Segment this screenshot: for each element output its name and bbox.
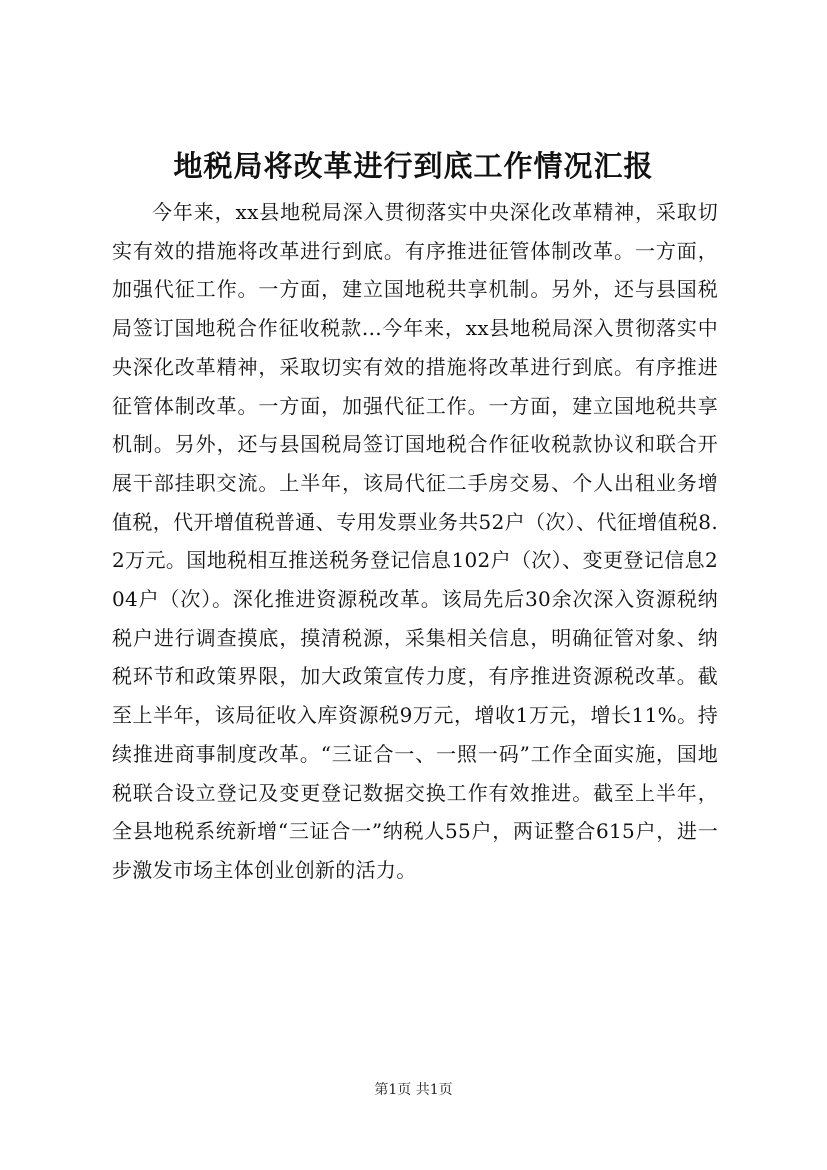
document-title: 地税局将改革进行到底工作情况汇报: [173, 149, 654, 183]
document-body-paragraph: 今年来，xx县地税局深入贯彻落实中央深化改革精神，采取切实有效的措施将改革进行到底。有序推进征管体制改革。一方面，加强代征工作。一方面，建立国地税共享机制。另外，还与县国税局签订国地税合作征收税款...今年来，xx县地税局深入贯彻落实中央深化改革精神，采取切实有效的措施将改革进行到底。有序推进征管体制改革。一方面，加强代征工作。一方面，建立国地税共享机制。另外，还与县国税局签订国地税合作征收税款协议和联合开展干部挂职交流。上半年，该局代征二手房交易、个人出租业务增值税，代开增值税普通、专用发票业务共52户（次）、代征增值税8.2万元。国地税相互推送税务登记信息102户（次）、变更登记信息204户（次）。深化推进资源税改革。该局先后30余次深入资源税纳税户进行调查摸底，摸清税源，采集相关信息，明确征管对象、纳税环节和政策界限，加大政策宣传力度，有序推进资源税改革。截至上半年，该局征收入库资源税9万元，增收1万元，增长11%。持续推进商事制度改革。“三证合一、一照一码”工作全面实施，国地税联合设立登记及变更登记数据交换工作有效推进。截至上半年，全县地税系统新增“三证合一”纳税人55户，两证整合615户，进一步激发市场主体创业创新的活力。: [112, 200, 718, 882]
page-footer: 第1页 共1页: [374, 1082, 453, 1098]
